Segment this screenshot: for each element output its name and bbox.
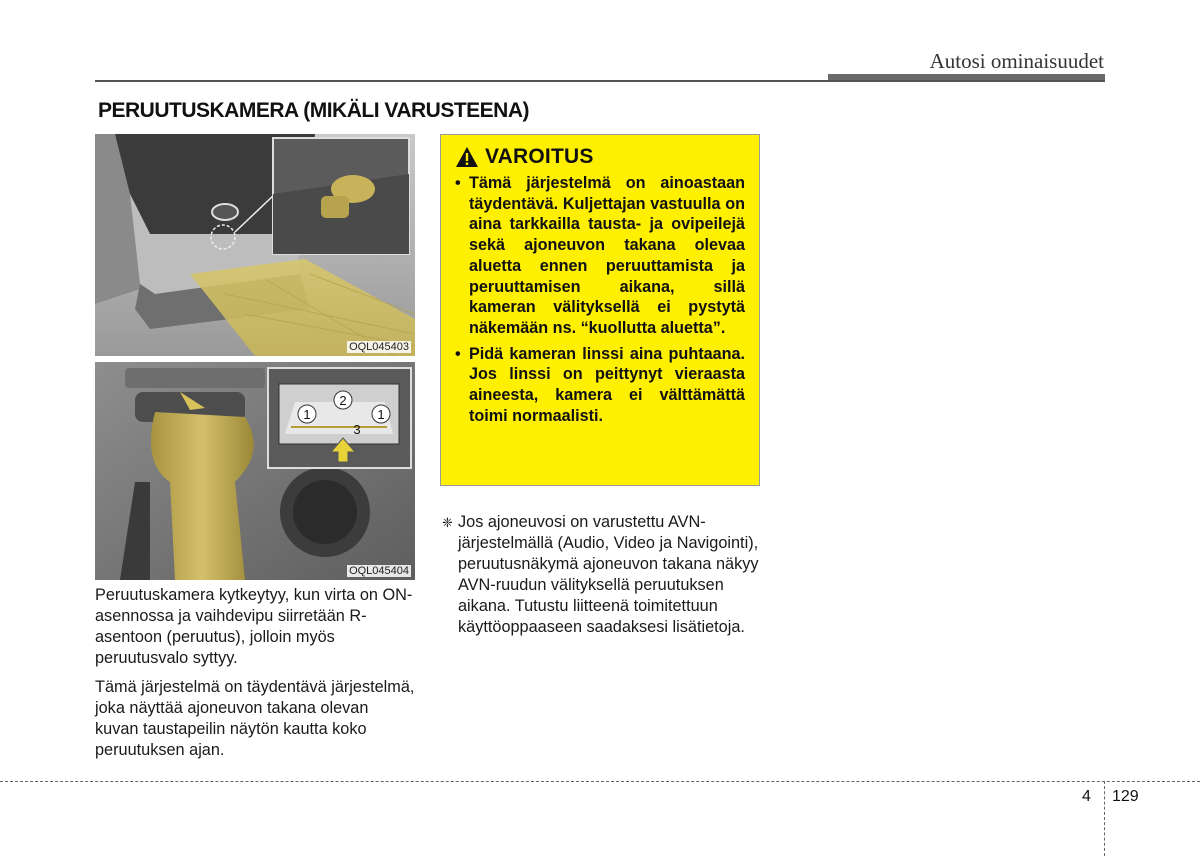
callout-3: 3 bbox=[353, 422, 361, 437]
avn-note bbox=[442, 512, 760, 638]
warning-title: VAROITUS bbox=[485, 145, 594, 168]
note-mark: ❈ bbox=[442, 515, 453, 530]
figure-code: OQL045404 bbox=[349, 565, 409, 577]
warning-header bbox=[455, 145, 745, 169]
page-number: 129 bbox=[1112, 788, 1139, 805]
body-paragraph: Peruutuskamera kytkeytyy, kun virta on ON-asennossa ja vaihdevipu siirretään R-asentoon (peruutus), jolloin myös peruutusvalo syttyy. bbox=[95, 586, 413, 667]
warning-item bbox=[455, 173, 745, 339]
warning-triangle-icon bbox=[455, 146, 479, 168]
footer-vertical-divider bbox=[1104, 781, 1105, 856]
section-title: PERUUTUSKAMERA (MIKÄLI VARUSTEENA) bbox=[98, 99, 529, 122]
rear-camera-photo bbox=[95, 134, 415, 356]
bullet: • bbox=[455, 174, 461, 192]
warning-item-text: Pidä kameran linssi aina puhtaana. Jos linssi on peittynyt vieraasta aineesta, kamera ei välttämättä toimi normaalisti. bbox=[469, 344, 745, 425]
note-text: Jos ajoneuvosi on varustettu AVN-järjestelmällä (Audio, Video ja Navigointi), peruutusnäkymä ajoneuvon takana näkyy AVN-ruudun välityksellä peruutuksen aikana. Tutustu liitteenä toimitettuun käyttöoppaaseen saadaksesi lisätietoja. bbox=[458, 513, 759, 636]
rear-camera-illustration bbox=[95, 134, 415, 356]
callout-2: 2 bbox=[339, 393, 347, 408]
body-text bbox=[95, 585, 415, 769]
bullet: • bbox=[455, 344, 461, 363]
gear-shifter-display-photo bbox=[95, 362, 415, 580]
chapter-title: Autosi ominaisuudet bbox=[929, 49, 1104, 73]
footer-divider bbox=[0, 781, 1200, 782]
body-paragraph: Tämä järjestelmä on täydentävä järjestelmä, joka näyttää ajoneuvon takana olevan kuvan taustapeilin näytön kautta koko peruutuksen ajan. bbox=[95, 678, 415, 759]
callout-1-left: 1 bbox=[303, 407, 311, 422]
warning-box bbox=[440, 134, 760, 486]
page-chapter: 4 bbox=[1082, 788, 1091, 805]
callout-1-right: 1 bbox=[377, 407, 385, 422]
warning-list bbox=[455, 173, 745, 426]
warning-item-text: Tämä järjestelmä on ainoastaan täydentävä. Kuljettajan vastuulla on aina tarkkailla tausta- ja ovipeilejä sekä ajoneuvon takana olevaa aluetta ennen peruuttamista ja peruuttamisen aikana, sillä kameran välityksellä ei pystytä näkemään ns. “kuollutta aluetta”. bbox=[469, 174, 745, 337]
figure-code: OQL045403 bbox=[349, 341, 409, 353]
gear-shifter-illustration bbox=[95, 362, 415, 580]
header-rule bbox=[95, 80, 1105, 82]
warning-item bbox=[455, 344, 745, 427]
